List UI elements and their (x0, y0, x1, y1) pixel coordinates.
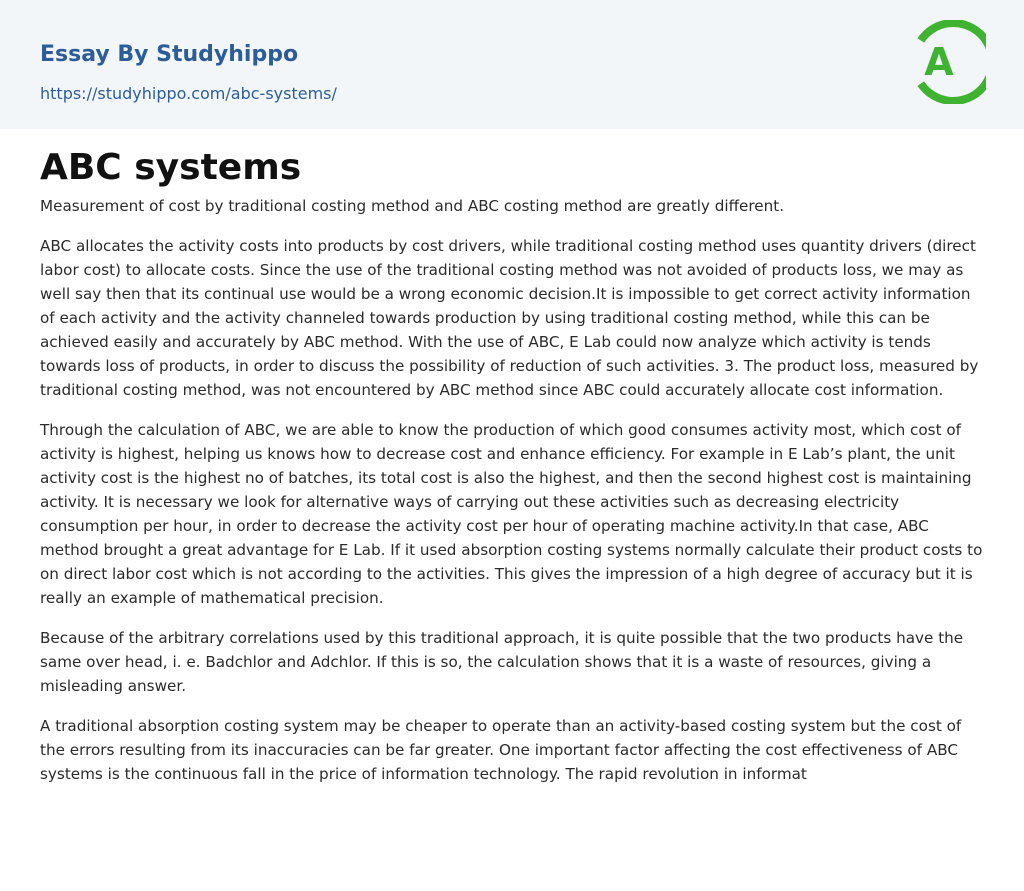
paragraph: Measurement of cost by traditional costing method and ABC costing method are greatly different. (40, 197, 785, 215)
studyhippo-a-logo-icon[interactable] (912, 20, 986, 104)
site-header (0, 0, 1024, 129)
brand-title: Essay By Studyhippo (40, 42, 299, 67)
paragraph: Through the calculation of ABC, we are able to know the production of which good consumes activity most, which cost of activity is highest, helping us knows how to decrease cost and enhance efficiency. For example in E Lab’s plant, the unit activity cost is the highest no of batches, its total cost is also the highest, and then the second highest cost is maintaining activity. It is necessary we look for alternative ways of carrying out these activities such as decreasing electricity consumption per hour, in order to decrease the activity cost per hour of operating machine activity.In that case, ABC method brought a great advantage for E Lab. If it used absorption costing systems normally calculate their product costs to on direct labor cost which is not according to the activities. This gives the impression of a high degree of accuracy but it is really an example of mathematical precision. (40, 421, 983, 607)
paragraph: Because of the arbitrary correlations used by this traditional approach, it is quite possible that the two products have the same over head, i. e. Badchlor and Adchlor. If this is so, the calculation shows that it is a waste of resources, giving a misleading answer. (40, 629, 964, 695)
essay-url-link[interactable]: https://studyhippo.com/abc-systems/ (40, 84, 337, 103)
logo-letter: A (924, 40, 954, 84)
logo-svg (912, 20, 986, 104)
page-title: ABC systems (40, 147, 302, 188)
paragraph: A traditional absorption costing system may be cheaper to operate than an activity-based costing system but the cost of the errors resulting from its inaccuracies can be far greater. One important factor affecting the cost effectiveness of ABC systems is the continuous fall in the price of information technology. The rapid revolution in informat (40, 717, 962, 783)
article (40, 146, 984, 802)
paragraph: ABC allocates the activity costs into products by cost drivers, while traditional costing method uses quantity drivers (direct labor cost) to allocate costs. Since the use of the traditional costing method was not avoided of products loss, we may as well say then that its continual use would be a wrong economic decision.It is impossible to get correct activity information of each activity and the activity channeled towards production by using traditional costing method, while this can be achieved easily and accurately by ABC method. With the use of ABC, E Lab could now analyze which activity is tends towards loss of products, in order to discuss the possibility of reduction of such activities. 3. The product loss, measured by traditional costing method, was not encountered by ABC method since ABC could accurately allocate cost information. (40, 237, 979, 399)
